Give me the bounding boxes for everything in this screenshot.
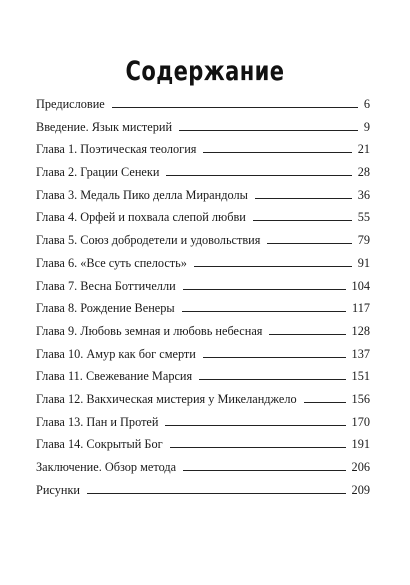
toc-entry: [36, 369, 370, 392]
toc-leader-line: [304, 402, 346, 403]
toc-entry: [36, 256, 370, 279]
toc-entry-title: Глава 7. Весна Боттичелли: [36, 278, 176, 293]
toc-entry-title: Глава 5. Союз добродетели и удовольствия: [36, 233, 261, 248]
toc-entry-page-number: 191: [351, 437, 370, 452]
toc-entry: [36, 97, 370, 120]
toc-leader-line: [269, 334, 345, 335]
toc-leader-line: [203, 357, 346, 358]
toc-entry: [36, 142, 370, 165]
toc-entry-page-number: 6: [363, 97, 370, 111]
toc-entry-title: Глава 6. «Все суть спелость»: [36, 255, 187, 270]
toc-entry-page-number: 79: [357, 233, 370, 248]
toc-entry-page-number: 21: [357, 142, 370, 157]
toc-entry-title: Заключение. Обзор метода: [36, 460, 177, 474]
toc-entry: [36, 392, 370, 415]
toc-entry-page-number: 209: [351, 482, 370, 497]
toc-leader-line: [165, 425, 345, 426]
toc-entry-title: Глава 9. Любовь земная и любовь небесная: [36, 323, 263, 338]
toc-entry: [36, 347, 370, 370]
toc-leader-line: [267, 243, 351, 244]
toc-entry-title: Глава 14. Сокрытый Бог: [36, 437, 163, 452]
toc-entry-title: Рисунки: [36, 482, 80, 497]
toc-entry-title: Предисловие: [36, 97, 105, 111]
toc-entry: [36, 188, 370, 211]
toc-leader-line: [166, 175, 351, 176]
toc-entry-title: Глава 12. Вакхическая мистерия у Микеланджело: [36, 391, 297, 406]
toc-entry-page-number: 9: [363, 119, 370, 134]
toc-entry: [36, 324, 370, 347]
toc-entry: [36, 437, 370, 460]
toc-entry-title: Глава 4. Орфей и похвала слепой любви: [36, 210, 246, 225]
toc-leader-line: [112, 107, 358, 108]
toc-entry: [36, 460, 370, 483]
toc-entry: [36, 483, 370, 506]
toc-leader-line: [199, 379, 345, 380]
table-of-contents: [36, 97, 370, 505]
toc-entry-title: Глава 2. Грации Сенеки: [36, 165, 160, 180]
toc-entry-title: Глава 3. Медаль Пико делла Мирандолы: [36, 187, 248, 202]
toc-entry-title: Глава 1. Поэтическая теология: [36, 142, 197, 157]
toc-entry-page-number: 117: [352, 301, 370, 316]
toc-entry-title: Введение. Язык мистерий: [36, 119, 173, 134]
toc-entry-title: Глава 8. Рождение Венеры: [36, 301, 175, 316]
toc-entry-title: Глава 11. Свежевание Марсия: [36, 369, 193, 384]
toc-entry-page-number: 128: [351, 323, 370, 338]
toc-entry-page-number: 156: [351, 391, 370, 406]
toc-entry: [36, 279, 370, 302]
toc-entry-page-number: 137: [351, 346, 370, 361]
toc-leader-line: [182, 311, 346, 312]
toc-entry-page-number: 36: [357, 187, 370, 202]
page-title: Содержание: [125, 56, 285, 88]
toc-entry-page-number: 91: [357, 255, 370, 270]
toc-entry-page-number: 104: [351, 278, 370, 293]
toc-entry-page-number: 28: [357, 165, 370, 180]
toc-entry: [36, 415, 370, 438]
toc-leader-line: [179, 130, 358, 131]
toc-leader-line: [87, 493, 346, 494]
toc-leader-line: [194, 266, 352, 267]
toc-entry-page-number: 151: [351, 369, 370, 384]
toc-entry: [36, 210, 370, 233]
toc-entry-title: Глава 10. Амур как бог смерти: [36, 346, 196, 361]
toc-leader-line: [253, 220, 352, 221]
toc-entry-title: Глава 13. Пан и Протей: [36, 414, 159, 429]
toc-leader-line: [255, 198, 352, 199]
toc-leader-line: [170, 447, 346, 448]
toc-entry-page-number: 55: [357, 210, 370, 225]
toc-leader-line: [183, 470, 345, 471]
toc-entry: [36, 301, 370, 324]
toc-entry-page-number: 206: [351, 460, 370, 474]
toc-leader-line: [183, 289, 346, 290]
toc-leader-line: [203, 152, 351, 153]
toc-entry: [36, 120, 370, 143]
toc-entry-page-number: 170: [351, 414, 370, 429]
toc-entry: [36, 165, 370, 188]
toc-entry: [36, 233, 370, 256]
